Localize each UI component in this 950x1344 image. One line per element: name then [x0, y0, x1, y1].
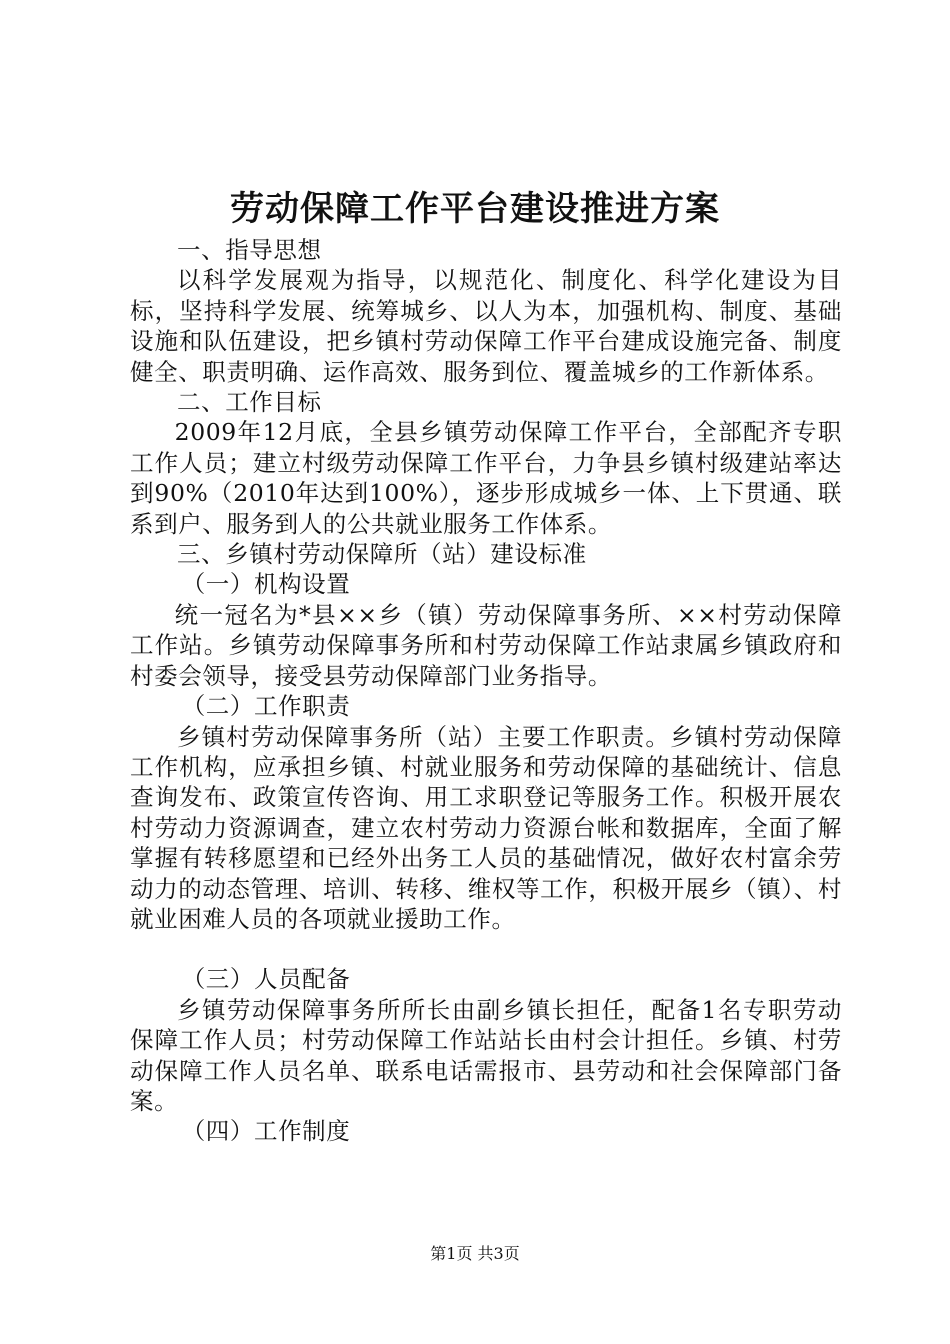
paragraph-organization: 统一冠名为*县××乡（镇）劳动保障事务所、××村劳动保障工作站。乡镇劳动保障事务所和村劳动保障工作站隶属乡镇政府和村委会领导，接受县劳动保障部门业务指导。 — [130, 600, 842, 690]
paragraph-gap — [130, 934, 842, 964]
subsection-heading-2: （二）工作职责 — [181, 692, 351, 721]
document-title: 劳动保障工作平台建设推进方案 — [230, 189, 720, 229]
paragraph-guiding-ideology: 以科学发展观为指导，以规范化、制度化、科学化建设为目标，坚持科学发展、统筹城乡、以人为本，加强机构、制度、基础设施和队伍建设，把乡镇村劳动保障工作平台建成设施完备、制度健全、职责明确、运作高效、服务到位、覆盖城乡的工作新体系。 — [130, 266, 842, 386]
paragraph-staffing: 乡镇劳动保障事务所所长由副乡镇长担任，配备1名专职劳动保障工作人员；村劳动保障工作站站长由村会计担任。乡镇、村劳动保障工作人员名单、联系电话需报市、县劳动和社会保障部门备案。 — [130, 995, 842, 1115]
section-heading-1: 一、指导思想 — [177, 236, 322, 264]
paragraph-work-goals: 2009年12月底，全县乡镇劳动保障工作平台，全部配齐专职工作人员；建立村级劳动保障工作平台，力争县乡镇村级建站率达到90%（2010年达到100%），逐步形成城乡一体、上下贯通、联系到户、服务到人的公共就业服务工作体系。 — [130, 418, 842, 538]
document-body — [130, 235, 842, 1147]
subsection-heading-3: （三）人员配备 — [181, 965, 351, 994]
section-heading-3: 三、乡镇村劳动保障所（站）建设标准 — [177, 540, 587, 569]
paragraph-responsibilities: 乡镇村劳动保障事务所（站）主要工作职责。乡镇村劳动保障工作机构，应承担乡镇、村就业服务和劳动保障的基础统计、信息查询发布、政策宣传咨询、用工求职登记等服务工作。积极开展农村劳动力资源调查，建立农村劳动力资源台帐和数据库，全面了解掌握有转移愿望和已经外出务工人员的基础情况，做好农村富余劳动力的动态管理、培训、转移、维权等工作，积极开展乡（镇）、村就业困难人员的各项就业援助工作。 — [130, 722, 842, 933]
page-number: 第1页 共3页 — [430, 1244, 520, 1263]
subsection-heading-1: （一）机构设置 — [181, 570, 351, 599]
section-heading-2: 二、工作目标 — [177, 388, 322, 417]
subsection-heading-4: （四）工作制度 — [181, 1117, 351, 1146]
